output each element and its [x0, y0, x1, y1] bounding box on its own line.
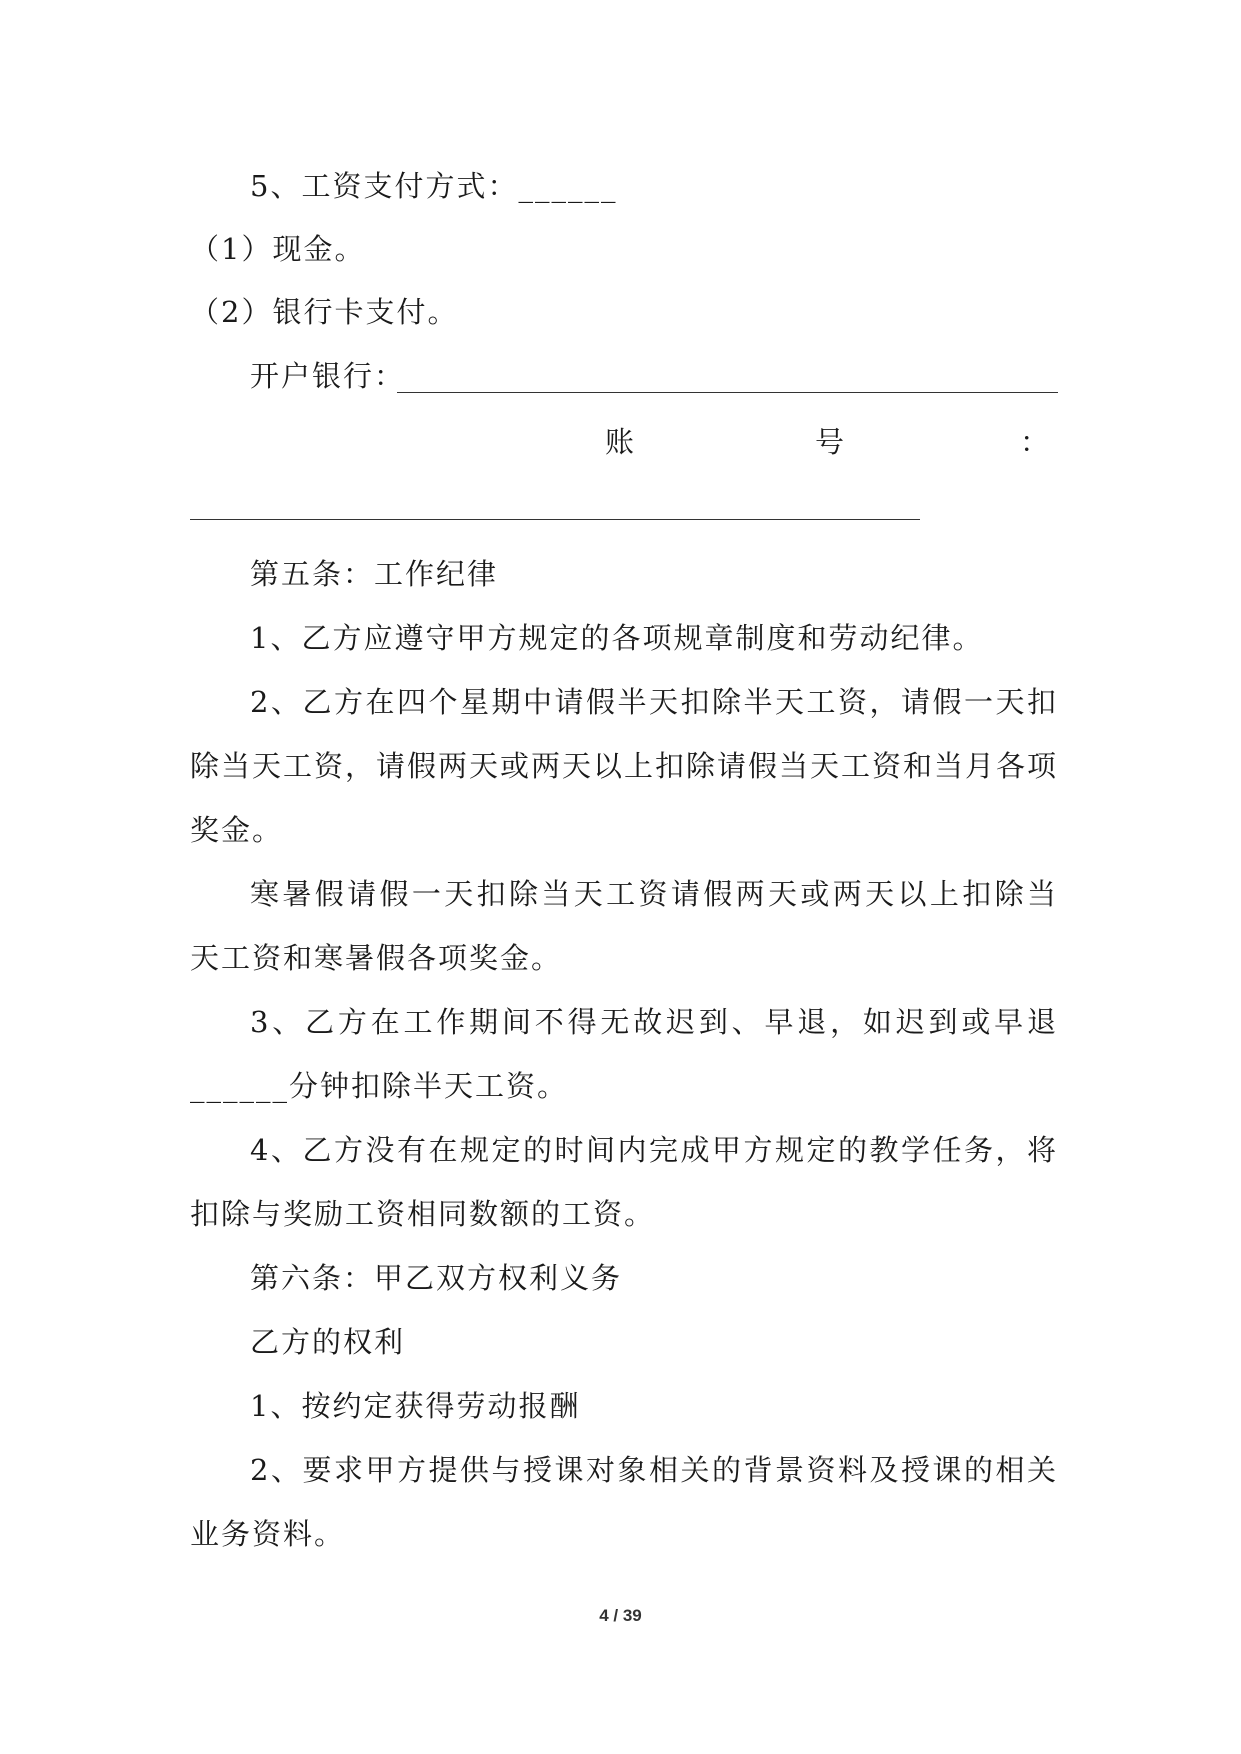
page-number: 4 / 39: [599, 1606, 642, 1625]
article-5-clause-2-line-3: 奖金。: [190, 813, 284, 847]
article-5-heading: 第五条：工作纪律: [250, 557, 499, 591]
option-bank-card: （2）银行卡支付。: [190, 295, 459, 329]
bank-name-label: 开户银行：: [250, 359, 406, 393]
account-label-char-2: 号: [815, 425, 847, 459]
payment-method-line: 5、工资支付方式：______: [250, 169, 618, 203]
vacation-leave-line-1: 寒暑假请假一天扣除当天工资请假两天或两天以上扣除当: [250, 877, 1058, 911]
option-cash: （1）现金。: [190, 232, 366, 266]
article-5-clause-4-line-1: 4、乙方没有在规定的时间内完成甲方规定的教学任务，将: [250, 1133, 1058, 1167]
party-b-right-1: 1、按约定获得劳动报酬: [250, 1389, 581, 1423]
article-5-clause-4-line-2: 扣除与奖励工资相同数额的工资。: [190, 1197, 656, 1231]
article-5-clause-2-line-1: 2、乙方在四个星期中请假半天扣除半天工资，请假一天扣: [250, 685, 1058, 719]
article-5-clause-3-line-1: 3、乙方在工作期间不得无故迟到、早退，如迟到或早退: [250, 1005, 1058, 1039]
article-6-heading: 第六条：甲乙双方权利义务: [250, 1261, 623, 1295]
account-label-colon: ：: [1020, 425, 1052, 459]
account-number-blank: [190, 519, 920, 520]
article-5-clause-3-line-2: ______分钟扣除半天工资。: [190, 1069, 569, 1103]
party-b-right-2-line-2: 业务资料。: [190, 1517, 346, 1551]
bank-name-blank: [397, 392, 1058, 393]
article-5-clause-2-line-2: 除当天工资，请假两天或两天以上扣除请假当天工资和当月各项: [190, 749, 1058, 783]
vacation-leave-line-2: 天工资和寒暑假各项奖金。: [190, 941, 563, 975]
account-label-char-1: 账: [605, 425, 637, 459]
article-5-clause-1: 1、乙方应遵守甲方规定的各项规章制度和劳动纪律。: [250, 621, 984, 655]
party-b-right-2-line-1: 2、要求甲方提供与授课对象相关的背景资料及授课的相关: [250, 1453, 1058, 1487]
party-b-rights-heading: 乙方的权利: [250, 1325, 406, 1359]
